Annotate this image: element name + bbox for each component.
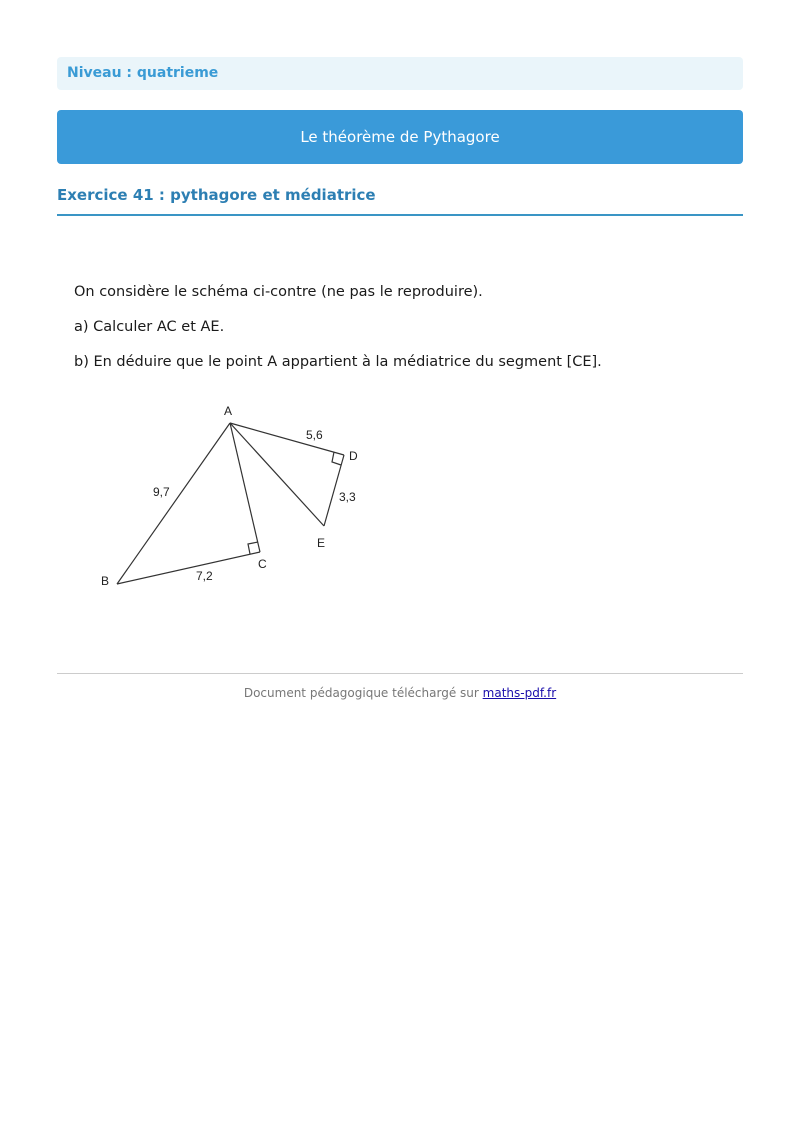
point-label-c: C [258,557,267,571]
question-b: b) En déduire que le point A appartient à la médiatrice du segment [CE]. [74,354,602,370]
point-label-e: E [317,536,326,550]
point-label-a: A [224,404,233,418]
footer-text: Document pédagogique téléchargé sur [243,686,479,700]
exercise-title-text: Exercice 41 : pythagore et médiatrice [57,186,376,204]
topic-title: Le théorème de Pythagore [300,128,500,146]
topic-banner [57,110,743,164]
level-label: Niveau : quatrieme [67,65,219,81]
exercise-title [57,184,743,216]
geometry-figure [95,398,370,594]
exercise-statement: On considère le schéma ci-contre (ne pas le reproduire). [74,284,483,300]
segment-ab [117,423,230,584]
segment-ad [230,423,344,455]
footer [57,686,743,700]
footer-divider [57,673,743,674]
footer-link[interactable]: maths-pdf.fr [482,686,557,700]
point-label-d: D [349,449,358,463]
length-label-ad: 5,6 [306,428,323,442]
length-label-bc: 7,2 [196,569,213,583]
level-bar [57,57,743,90]
point-label-b: B [101,574,110,588]
segment-ac [230,423,260,552]
length-label-ab: 9,7 [153,485,170,499]
question-a: a) Calculer AC et AE. [74,319,225,335]
segment-bc [117,552,260,584]
length-label-de: 3,3 [339,490,356,504]
